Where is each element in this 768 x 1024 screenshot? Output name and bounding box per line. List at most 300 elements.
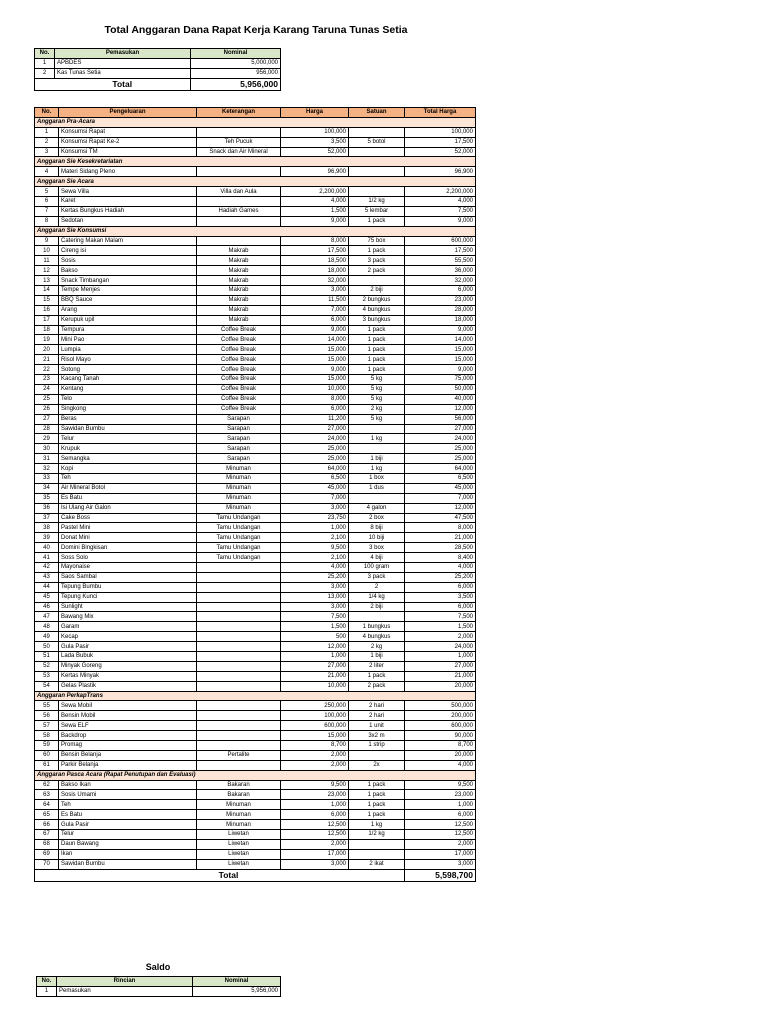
expense-header-pengeluaran: Pengeluaran — [59, 108, 197, 118]
expense-keterangan — [197, 711, 281, 721]
expense-row — [35, 137, 476, 147]
expense-row — [35, 246, 476, 256]
expense-row — [35, 216, 476, 226]
expense-harga: 23,750 — [281, 513, 349, 523]
expense-item: Pastel Mini — [59, 523, 197, 533]
expense-item: Karet — [59, 197, 197, 207]
expense-satuan: 5 kg — [349, 375, 405, 385]
expense-keterangan — [197, 661, 281, 671]
expense-row — [35, 701, 476, 711]
expense-no: 20 — [35, 345, 59, 355]
expense-no: 55 — [35, 701, 59, 711]
expense-row — [35, 454, 476, 464]
expense-satuan: 5 kg — [349, 384, 405, 394]
expense-row — [35, 750, 476, 760]
expense-row — [35, 483, 476, 493]
expense-row — [35, 286, 476, 296]
expense-total-harga: 24,000 — [405, 434, 476, 444]
expense-header-harga: Harga — [281, 108, 349, 118]
expense-row — [35, 335, 476, 345]
expense-total-harga: 9,000 — [405, 325, 476, 335]
expense-row — [35, 473, 476, 483]
expense-total-harga: 3,000 — [405, 859, 476, 869]
expense-total-harga: 6,000 — [405, 286, 476, 296]
expense-harga: 17,500 — [281, 246, 349, 256]
expense-no: 54 — [35, 681, 59, 691]
expense-harga: 52,000 — [281, 147, 349, 157]
expense-header-keterangan: Keterangan — [197, 108, 281, 118]
expense-harga: 14,000 — [281, 335, 349, 345]
expense-satuan: 1 pack — [349, 246, 405, 256]
expense-harga: 1,500 — [281, 622, 349, 632]
income-nominal: 5,000,000 — [191, 58, 281, 68]
expense-item: Semangka — [59, 454, 197, 464]
income-no: 2 — [35, 68, 55, 78]
expense-total-harga: 18,000 — [405, 315, 476, 325]
expense-item: Promag — [59, 741, 197, 751]
expense-total-harga: 3,500 — [405, 592, 476, 602]
expense-satuan: 1 pack — [349, 790, 405, 800]
expense-keterangan — [197, 681, 281, 691]
expense-keterangan: Minuman — [197, 473, 281, 483]
expense-keterangan: Makrab — [197, 266, 281, 276]
expense-keterangan: Coffee Break — [197, 384, 281, 394]
expense-harga: 3,000 — [281, 602, 349, 612]
expense-harga: 8,000 — [281, 394, 349, 404]
expense-item: Tempe Menjes — [59, 286, 197, 296]
expense-harga: 32,000 — [281, 276, 349, 286]
expense-row — [35, 731, 476, 741]
expense-harga: 15,000 — [281, 375, 349, 385]
expense-keterangan — [197, 622, 281, 632]
expense-total-harga: 100,000 — [405, 127, 476, 137]
expense-satuan: 4 biji — [349, 553, 405, 563]
expense-satuan: 1 kg — [349, 464, 405, 474]
expense-item: Kertas Minyak — [59, 671, 197, 681]
saldo-row — [37, 986, 281, 996]
expense-no: 63 — [35, 790, 59, 800]
expense-row — [35, 612, 476, 622]
expense-keterangan: Minuman — [197, 464, 281, 474]
expense-harga: 13,000 — [281, 592, 349, 602]
expense-no: 40 — [35, 543, 59, 553]
expense-keterangan — [197, 167, 281, 177]
expense-satuan: 2 bungkus — [349, 295, 405, 305]
expense-no: 38 — [35, 523, 59, 533]
expense-row — [35, 345, 476, 355]
expense-satuan: 2 kg — [349, 404, 405, 414]
expense-satuan: 3x2 m — [349, 731, 405, 741]
expense-harga: 15,000 — [281, 731, 349, 741]
expense-item: Teh — [59, 800, 197, 810]
expense-row — [35, 859, 476, 869]
expense-total-harga: 52,000 — [405, 147, 476, 157]
expense-item: Mayonaise — [59, 562, 197, 572]
expense-satuan: 2 pack — [349, 681, 405, 691]
expense-item: Es Batu — [59, 493, 197, 503]
expense-no: 66 — [35, 820, 59, 830]
expense-item: Gula Pasir — [59, 642, 197, 652]
expense-row — [35, 444, 476, 454]
expense-section-title: Anggaran Pra-Acara — [35, 117, 476, 127]
expense-item: Sawidan Bumbu — [59, 859, 197, 869]
expense-satuan: 1 biji — [349, 454, 405, 464]
expense-item: Bakso Ikan — [59, 780, 197, 790]
expense-total-harga: 12,500 — [405, 830, 476, 840]
expense-harga: 3,000 — [281, 859, 349, 869]
expense-section-row — [35, 117, 476, 127]
expense-no: 16 — [35, 305, 59, 315]
expense-item: Kentang — [59, 384, 197, 394]
expense-keterangan: Sarapan — [197, 414, 281, 424]
expense-item: Air Mineral Botol — [59, 483, 197, 493]
expense-satuan: 1 pack — [349, 325, 405, 335]
expense-keterangan: Makrab — [197, 286, 281, 296]
expense-satuan: 2 box — [349, 513, 405, 523]
expense-satuan: 10 biji — [349, 533, 405, 543]
expense-total-harga: 8,000 — [405, 523, 476, 533]
expense-total-harga: 6,500 — [405, 473, 476, 483]
expense-no: 9 — [35, 236, 59, 246]
expense-total-harga: 96,900 — [405, 167, 476, 177]
expense-section-title: Anggaran PerkapTrans — [35, 691, 476, 701]
expense-item: Konsumsi TM — [59, 147, 197, 157]
expense-harga: 9,500 — [281, 780, 349, 790]
expense-total-harga: 25,000 — [405, 444, 476, 454]
expense-item: Tempura — [59, 325, 197, 335]
expense-item: Telo — [59, 394, 197, 404]
expense-item: Backdrop — [59, 731, 197, 741]
expense-item: Konsumsi Rapat Ke-2 — [59, 137, 197, 147]
expense-harga: 17,000 — [281, 849, 349, 859]
expense-row — [35, 651, 476, 661]
income-total-value: 5,956,000 — [191, 78, 281, 90]
expense-header-total-harga: Total Harga — [405, 108, 476, 118]
expense-satuan: 4 bungkus — [349, 632, 405, 642]
expense-keterangan: Coffee Break — [197, 404, 281, 414]
expense-no: 45 — [35, 592, 59, 602]
expense-satuan: 1/2 kg — [349, 830, 405, 840]
expense-total-harga: 47,500 — [405, 513, 476, 523]
expense-satuan: 1/4 kg — [349, 592, 405, 602]
expense-keterangan: Makrab — [197, 256, 281, 266]
expense-item: Materi Sidang Pleno — [59, 167, 197, 177]
expense-row — [35, 661, 476, 671]
income-header-nominal: Nominal — [191, 49, 281, 59]
expense-total-harga: 4,000 — [405, 760, 476, 770]
expense-harga: 27,000 — [281, 661, 349, 671]
expense-row — [35, 632, 476, 642]
expense-row — [35, 147, 476, 157]
expense-satuan: 8 biji — [349, 523, 405, 533]
expense-harga: 9,000 — [281, 325, 349, 335]
expense-no: 21 — [35, 355, 59, 365]
expense-total-harga: 15,000 — [405, 355, 476, 365]
expense-satuan: 5 kg — [349, 394, 405, 404]
expense-total-harga: 28,500 — [405, 543, 476, 553]
expense-keterangan — [197, 562, 281, 572]
expense-keterangan: Tamu Undangan — [197, 533, 281, 543]
expense-harga: 100,000 — [281, 127, 349, 137]
expense-keterangan: Minuman — [197, 503, 281, 513]
expense-satuan — [349, 839, 405, 849]
expense-row — [35, 384, 476, 394]
expense-item: Kacang Tanah — [59, 375, 197, 385]
expense-total-harga: 12,000 — [405, 503, 476, 513]
expense-no: 4 — [35, 167, 59, 177]
expense-satuan: 1 unit — [349, 721, 405, 731]
expense-no: 68 — [35, 839, 59, 849]
expense-no: 13 — [35, 276, 59, 286]
expense-total-harga: 9,000 — [405, 365, 476, 375]
expense-satuan — [349, 493, 405, 503]
expense-no: 52 — [35, 661, 59, 671]
expense-harga: 15,000 — [281, 345, 349, 355]
expense-row — [35, 810, 476, 820]
expense-item: Sewa ELF — [59, 721, 197, 731]
expense-total-label: Total — [35, 869, 405, 881]
expense-item: Snack Timbangan — [59, 276, 197, 286]
expense-total-harga: 6,000 — [405, 602, 476, 612]
expense-no: 46 — [35, 602, 59, 612]
expense-item: Sotong — [59, 365, 197, 375]
expense-keterangan — [197, 642, 281, 652]
expense-total-harga: 36,000 — [405, 266, 476, 276]
expense-no: 49 — [35, 632, 59, 642]
expense-harga: 27,000 — [281, 424, 349, 434]
expense-row — [35, 167, 476, 177]
expense-item: Tepung Bumbu — [59, 582, 197, 592]
expense-item: Soss Solo — [59, 553, 197, 563]
expense-total-harga: 500,000 — [405, 701, 476, 711]
expense-total-harga: 1,000 — [405, 651, 476, 661]
expense-keterangan: Minuman — [197, 820, 281, 830]
expense-row — [35, 424, 476, 434]
expense-harga: 96,900 — [281, 167, 349, 177]
expense-item: Saos Sambal — [59, 572, 197, 582]
expense-harga: 25,000 — [281, 454, 349, 464]
expense-section-row — [35, 157, 476, 167]
expense-item: Kopi — [59, 464, 197, 474]
expense-no: 2 — [35, 137, 59, 147]
expense-satuan: 1 pack — [349, 345, 405, 355]
expense-harga: 500 — [281, 632, 349, 642]
expense-total-harga: 64,000 — [405, 464, 476, 474]
expense-item: Es Batu — [59, 810, 197, 820]
saldo-table — [36, 976, 281, 997]
expense-total-harga: 15,000 — [405, 345, 476, 355]
expense-satuan — [349, 424, 405, 434]
expense-keterangan: Makrab — [197, 295, 281, 305]
expense-keterangan: Snack dan Air Mineral — [197, 147, 281, 157]
expense-harga: 2,100 — [281, 553, 349, 563]
expense-no: 30 — [35, 444, 59, 454]
expense-no: 53 — [35, 671, 59, 681]
expense-harga: 25,000 — [281, 444, 349, 454]
expense-row — [35, 375, 476, 385]
saldo-header-nominal: Nominal — [193, 977, 281, 987]
expense-total-harga: 24,000 — [405, 642, 476, 652]
expense-no: 58 — [35, 731, 59, 741]
expense-harga: 12,000 — [281, 642, 349, 652]
expense-harga: 9,000 — [281, 365, 349, 375]
expense-row — [35, 671, 476, 681]
expense-harga: 21,000 — [281, 671, 349, 681]
expense-satuan — [349, 147, 405, 157]
expense-total-harga: 12,500 — [405, 820, 476, 830]
expense-no: 47 — [35, 612, 59, 622]
expense-satuan: 2 biji — [349, 602, 405, 612]
expense-satuan: 1 pack — [349, 810, 405, 820]
expense-no: 1 — [35, 127, 59, 137]
expense-no: 51 — [35, 651, 59, 661]
expense-row — [35, 315, 476, 325]
expense-no: 39 — [35, 533, 59, 543]
saldo-title: Saldo — [145, 962, 171, 972]
expense-keterangan — [197, 236, 281, 246]
expense-item: Gelas Plastik — [59, 681, 197, 691]
expense-item: Sawidan Bumbu — [59, 424, 197, 434]
expense-harga: 18,000 — [281, 266, 349, 276]
expense-section-title: Anggaran Sie Kesekretariatan — [35, 157, 476, 167]
expense-item: Kecap — [59, 632, 197, 642]
expense-row — [35, 849, 476, 859]
saldo-rincian: Pemasukan — [57, 986, 193, 996]
expense-item: Donat Mini — [59, 533, 197, 543]
expense-satuan: 2 pack — [349, 266, 405, 276]
expense-satuan: 3 pack — [349, 256, 405, 266]
expense-keterangan — [197, 741, 281, 751]
income-total-label: Total — [55, 78, 191, 90]
expense-satuan: 2 — [349, 582, 405, 592]
expense-no: 57 — [35, 721, 59, 731]
expense-no: 35 — [35, 493, 59, 503]
expense-harga: 1,000 — [281, 800, 349, 810]
expense-harga: 6,000 — [281, 810, 349, 820]
expense-total-harga: 25,200 — [405, 572, 476, 582]
expense-item: Garam — [59, 622, 197, 632]
expense-row — [35, 820, 476, 830]
expense-harga: 8,000 — [281, 236, 349, 246]
expense-keterangan: Sarapan — [197, 424, 281, 434]
expense-no: 12 — [35, 266, 59, 276]
expense-keterangan: Coffee Break — [197, 325, 281, 335]
expense-satuan — [349, 167, 405, 177]
expense-satuan — [349, 276, 405, 286]
expense-satuan: 1 pack — [349, 335, 405, 345]
expense-harga: 24,000 — [281, 434, 349, 444]
expense-keterangan: Liwetan — [197, 839, 281, 849]
expense-no: 60 — [35, 750, 59, 760]
expense-keterangan: Hadiah Games — [197, 206, 281, 216]
expense-item: Lumpia — [59, 345, 197, 355]
expense-no: 6 — [35, 197, 59, 207]
expense-item: Telur — [59, 434, 197, 444]
expense-total-harga: 7,500 — [405, 612, 476, 622]
expense-total-harga: 28,000 — [405, 305, 476, 315]
income-name: Kas Tunas Setia — [55, 68, 191, 78]
expense-harga: 7,000 — [281, 493, 349, 503]
income-nominal: 956,000 — [191, 68, 281, 78]
expense-satuan: 5 lembar — [349, 206, 405, 216]
expense-row — [35, 790, 476, 800]
expense-satuan — [349, 612, 405, 622]
expense-total-harga: 200,000 — [405, 711, 476, 721]
expense-item: Telur — [59, 830, 197, 840]
expense-total-harga: 9,000 — [405, 216, 476, 226]
expense-harga: 8,700 — [281, 741, 349, 751]
expense-item: Minyak Goreng — [59, 661, 197, 671]
expense-total-harga: 1,500 — [405, 622, 476, 632]
expense-row — [35, 503, 476, 513]
expense-satuan: 1 strip — [349, 741, 405, 751]
expense-keterangan — [197, 632, 281, 642]
expense-row — [35, 236, 476, 246]
expense-satuan — [349, 849, 405, 859]
expense-harga: 3,000 — [281, 582, 349, 592]
page-title: Total Anggaran Dana Rapat Kerja Karang Taruna Tunas Setia — [104, 24, 408, 36]
expense-total-harga: 23,000 — [405, 295, 476, 305]
expense-no: 69 — [35, 849, 59, 859]
expense-harga: 7,000 — [281, 305, 349, 315]
expense-harga: 100,000 — [281, 711, 349, 721]
expense-total-harga: 23,000 — [405, 790, 476, 800]
expense-satuan: 4 galon — [349, 503, 405, 513]
expense-item: Mini Pao — [59, 335, 197, 345]
expense-item: Kerupuk upil — [59, 315, 197, 325]
expense-total-harga: 55,500 — [405, 256, 476, 266]
expense-item: Beras — [59, 414, 197, 424]
expense-no: 59 — [35, 741, 59, 751]
expense-satuan: 1 biji — [349, 651, 405, 661]
expense-keterangan — [197, 216, 281, 226]
expense-harga: 600,000 — [281, 721, 349, 731]
expense-satuan — [349, 187, 405, 197]
expense-satuan — [349, 444, 405, 454]
expense-item: Risol Mayo — [59, 355, 197, 365]
expense-keterangan: Makrab — [197, 246, 281, 256]
expense-row — [35, 830, 476, 840]
expense-item: Sewa Villa — [59, 187, 197, 197]
expense-no: 67 — [35, 830, 59, 840]
expense-no: 18 — [35, 325, 59, 335]
expense-no: 62 — [35, 780, 59, 790]
expense-no: 43 — [35, 572, 59, 582]
expense-harga: 7,500 — [281, 612, 349, 622]
expense-no: 65 — [35, 810, 59, 820]
expense-item: Parkir Belanja — [59, 760, 197, 770]
expense-total-harga: 4,000 — [405, 562, 476, 572]
expense-no: 26 — [35, 404, 59, 414]
expense-satuan: 2x — [349, 760, 405, 770]
expense-item: Krupuk — [59, 444, 197, 454]
expense-satuan: 1 pack — [349, 671, 405, 681]
saldo-header-no: No. — [37, 977, 57, 987]
expense-row — [35, 592, 476, 602]
expense-keterangan — [197, 760, 281, 770]
expense-satuan: 1 pack — [349, 365, 405, 375]
expense-keterangan: Coffee Break — [197, 355, 281, 365]
expense-harga: 18,500 — [281, 256, 349, 266]
expense-keterangan: Sarapan — [197, 444, 281, 454]
expense-no: 19 — [35, 335, 59, 345]
expense-harga: 6,000 — [281, 315, 349, 325]
expense-item: Lada Bubuk — [59, 651, 197, 661]
income-name: APBDES — [55, 58, 191, 68]
expense-satuan: 1 pack — [349, 800, 405, 810]
expense-satuan — [349, 127, 405, 137]
expense-item: Domini Bingkisan — [59, 543, 197, 553]
